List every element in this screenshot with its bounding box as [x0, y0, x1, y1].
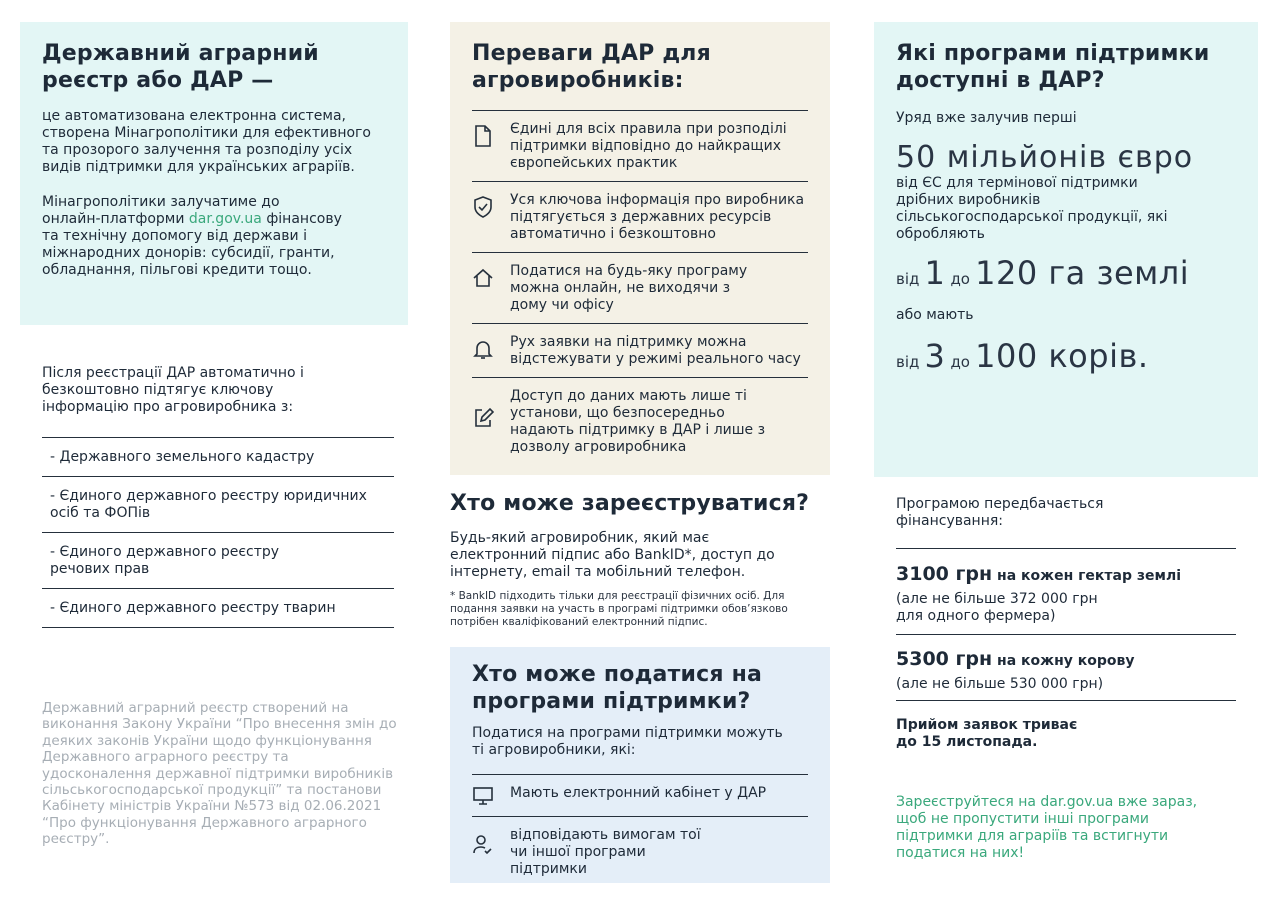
land-to-label: до [950, 270, 970, 288]
or-have-text: або мають [896, 307, 974, 323]
bell-icon [472, 337, 500, 361]
dar-link[interactable]: dar.gov.ua [188, 211, 262, 227]
land-from-label: від [896, 270, 920, 288]
funding-text-a: Мінагрополітики залучатиме до онлайн-платформи [42, 194, 280, 227]
register-call-to-action: Зареєструйтеся на dar.gov.ua вже зараз, щоб не пропустити інші програми підтримки для аграріїв та встигнути податися на них! [896, 794, 1198, 861]
advantage-text: Податися на будь-яку програму можна онлайн, не виходячи з дому чи офісу [510, 263, 748, 313]
price-per-hectare [896, 563, 1236, 625]
financing-text: Програмою передбачається фінансування: [896, 496, 1104, 529]
advantage-text: Рух заявки на підтримку можна відстежувати у режимі реального часу [510, 334, 801, 367]
advantage-item [472, 182, 808, 252]
advantages-list [472, 110, 808, 465]
registry-item: - Єдиного державного реєстру речових прав [50, 544, 280, 577]
home-icon [472, 266, 500, 290]
advantage-text: Єдині для всіх правила при розподілі підтримки відповідно до найкращих європейських практик [510, 121, 787, 171]
land-min: 1 [924, 254, 946, 292]
cow-min: 3 [924, 337, 946, 375]
who-can-register-text: Будь-який агровиробник, який має електронний підпис або BankID*, доступ до інтернету, email та мобільний телефон. [450, 530, 775, 580]
cow-to-label: до [950, 353, 970, 371]
divider [42, 627, 394, 628]
advantage-item [472, 324, 808, 377]
cow-range [896, 338, 1236, 374]
divider [896, 700, 1236, 701]
price-hectare-amount: 3100 грн [896, 563, 993, 585]
price-per-cow [896, 648, 1236, 693]
dar-title: Державний аграрний реєстр або ДАР — [42, 41, 319, 93]
registry-item: - Єдиного державного реєстру тварин [50, 600, 336, 616]
divider [896, 548, 1236, 549]
who-can-register-title: Хто може зареєструватися? [450, 491, 810, 516]
advantage-item [472, 378, 808, 465]
advantages-title: Переваги ДАР для агровиробників: [472, 41, 711, 93]
bankid-note: * BankID підходить тільки для реєстрації фізичних осіб. Для подання заявки на участь в програмі підтримки обов’язково потрібен кваліфікований електронний підпис. [450, 590, 788, 628]
registry-list [42, 438, 394, 628]
advantage-text: Уся ключова інформація про виробника підтягується з державних ресурсів автоматично і безкоштовно [510, 192, 805, 242]
amount-highlight: 50 мільйонів євро [896, 140, 1194, 175]
price-cow-desc: на кожну корову [992, 653, 1135, 669]
price-hectare-desc: на кожен гектар землі [992, 568, 1182, 584]
advantage-item [472, 111, 808, 181]
cow-from-label: від [896, 353, 920, 371]
price-cow-limit: (але не більше 530 000 грн) [896, 676, 1104, 692]
price-cow-amount: 5300 грн [896, 648, 993, 670]
user-check-icon [472, 833, 500, 855]
who-can-apply-text: Податися на програми підтримки можуть ті агровиробники, які: [472, 725, 783, 758]
condition-item [472, 817, 808, 887]
cow-max: 100 корів. [975, 337, 1149, 375]
land-range [896, 255, 1236, 291]
programs-panel [874, 22, 1258, 477]
edit-icon [472, 406, 500, 430]
programs-title: Які програми підтримки доступні в ДАР? [896, 41, 1210, 93]
monitor-icon [472, 785, 500, 807]
conditions-list [472, 774, 808, 887]
divider [896, 634, 1236, 635]
condition-text: відповідають вимогам тої чи іншої програми підтримки [510, 827, 701, 877]
dar-description: це автоматизована електронна система, створена Мінагрополітики для ефективного та прозорого залучення та розподілу усіх видів підтримки для українських аграріїв. [42, 108, 371, 175]
who-can-register-section [450, 490, 830, 533]
dar-funding-text [42, 194, 342, 279]
after-registration-text: Після реєстрації ДАР автоматично і безкоштовно підтягує ключову інформацію про агровиробника з: [42, 365, 304, 415]
shield-check-icon [472, 195, 500, 219]
land-max: 120 га землі [975, 254, 1190, 292]
advantage-text: Доступ до даних мають лише ті установи, що безпосередньо надають підтримку в ДАР і лише з дозволу агровиробника [510, 388, 766, 455]
registry-item: - Державного земельного кадастру [50, 449, 315, 465]
who-can-apply-title: Хто може податися на програми підтримки? [472, 662, 763, 714]
condition-text: Мають електронний кабінет у ДАР [510, 785, 767, 801]
law-reference: Державний аграрний реєстр створений на виконання Закону України “Про внесення змін до деяких законів України щодо функціонування Державного аграрного реєстру та удосконалення державної підтримки виробників сільськогосподарської продукції” та постанови Кабінету міністрів України №573 від 02.06.2021 “Про функціонування Державного аграрного реєстру”. [42, 700, 397, 848]
registry-item: - Єдиного державного реєстру юридичних осіб та ФОПів [50, 488, 367, 521]
dar-intro-panel [20, 22, 408, 325]
eu-support-text: від ЄС для термінової підтримки дрібних виробників сільськогосподарської продукції, які обробляють [896, 175, 1168, 242]
gov-text: Уряд вже залучив перші [896, 110, 1077, 126]
advantage-item [472, 253, 808, 323]
condition-item [472, 775, 808, 816]
price-hectare-limit: (але не більше 372 000 грн для одного фермера) [896, 591, 1098, 624]
funding-text-b: фінансову та технічну допомогу від держави і міжнародних донорів: субсидії, гранти, обладнання, пільгові кредити тощо. [42, 211, 342, 278]
deadline-text: Прийом заявок триває до 15 листопада. [896, 717, 1078, 750]
document-icon [472, 124, 500, 148]
